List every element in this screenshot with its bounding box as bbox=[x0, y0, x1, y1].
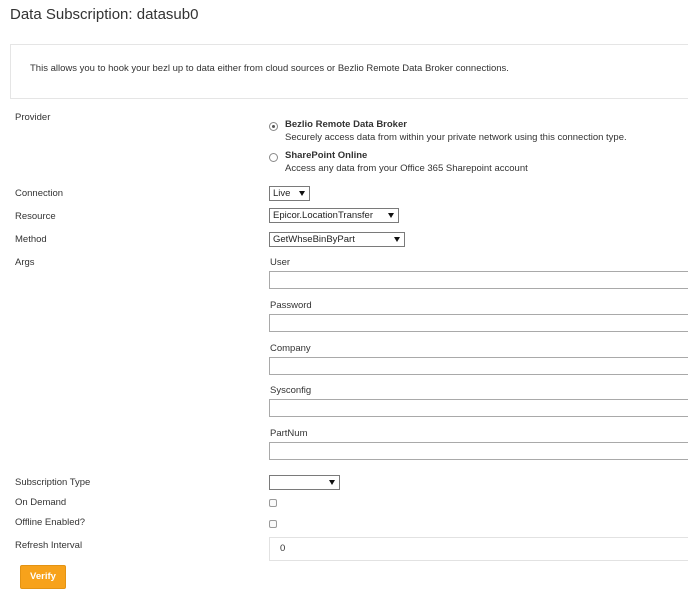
args-label: Args bbox=[15, 257, 35, 268]
resource-select[interactable] bbox=[269, 208, 399, 223]
info-panel bbox=[10, 44, 688, 99]
sysconfig-field[interactable] bbox=[269, 399, 688, 417]
method-select[interactable] bbox=[269, 232, 405, 247]
chevron-down-icon bbox=[329, 480, 335, 485]
option-title-bezlio-broker: Bezlio Remote Data Broker bbox=[285, 119, 407, 130]
chevron-down-icon bbox=[299, 191, 305, 196]
offline-enabled-label: Offline Enabled? bbox=[15, 517, 86, 528]
user-field[interactable] bbox=[269, 271, 688, 289]
refresh-interval-label: Refresh Interval bbox=[15, 540, 83, 551]
refresh-interval-field[interactable]: 0 bbox=[269, 537, 688, 561]
offline-enabled-checkbox[interactable] bbox=[269, 520, 277, 528]
page-title: Data Subscription: datasub0 bbox=[10, 6, 199, 23]
on-demand-checkbox[interactable] bbox=[269, 499, 277, 507]
radio-bezlio-broker[interactable] bbox=[269, 122, 278, 131]
verify-button[interactable]: Verify bbox=[20, 565, 66, 589]
chevron-down-icon bbox=[394, 237, 400, 242]
option-desc-bezlio-broker: Securely access data from within your private network using this connection type. bbox=[285, 132, 627, 143]
radio-sharepoint-online[interactable] bbox=[269, 153, 278, 162]
option-desc-sharepoint: Access any data from your Office 365 Sharepoint account bbox=[285, 163, 528, 174]
on-demand-label: On Demand bbox=[15, 497, 67, 508]
provider-label: Provider bbox=[15, 112, 51, 123]
resource-value: Epicor.LocationTransfer bbox=[273, 210, 373, 221]
option-title-sharepoint: SharePoint Online bbox=[285, 150, 368, 161]
method-label: Method bbox=[15, 234, 47, 245]
connection-select[interactable] bbox=[269, 186, 310, 201]
connection-value: Live bbox=[273, 188, 291, 199]
arg-label-company: Company bbox=[270, 343, 311, 354]
resource-label: Resource bbox=[15, 211, 56, 222]
method-value: GetWhseBinByPart bbox=[273, 234, 355, 245]
arg-label-user: User bbox=[270, 257, 291, 268]
info-text: This allows you to hook your bezl up to data either from cloud sources or Bezlio Remote Data Broker connections. bbox=[30, 63, 509, 74]
subscription-type-select[interactable] bbox=[269, 475, 340, 490]
chevron-down-icon bbox=[388, 213, 394, 218]
subscription-type-label: Subscription Type bbox=[15, 477, 91, 488]
partnum-field[interactable] bbox=[269, 442, 688, 460]
connection-label: Connection bbox=[15, 188, 64, 199]
company-field[interactable] bbox=[269, 357, 688, 375]
arg-label-password: Password bbox=[270, 300, 312, 311]
password-field[interactable] bbox=[269, 314, 688, 332]
arg-label-sysconfig: Sysconfig bbox=[270, 385, 312, 396]
arg-label-partnum: PartNum bbox=[270, 428, 308, 439]
